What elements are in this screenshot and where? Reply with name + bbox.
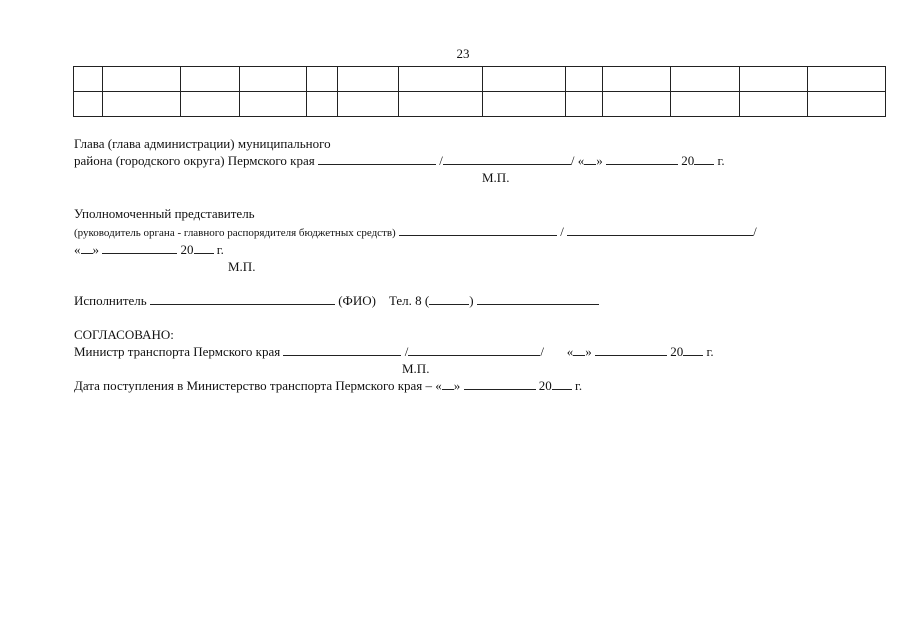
- receipt-year-suffix: г.: [575, 378, 583, 393]
- receipt-year-prefix: 20: [538, 378, 552, 393]
- table-row: [74, 92, 886, 117]
- representative-quote-open: «: [74, 242, 81, 257]
- head-year-prefix: 20: [681, 153, 695, 168]
- receipt-quote-close: »: [453, 378, 461, 393]
- head-name-blank[interactable]: [443, 153, 571, 165]
- executor-phone-close: ): [469, 293, 474, 308]
- table-cell: [566, 92, 603, 117]
- head-stamp: М.П.: [482, 170, 510, 185]
- minister-year-blank[interactable]: [683, 344, 703, 356]
- representative-subtitle: (руководитель органа - главного распорядителя бюджетных средств): [74, 227, 396, 239]
- executor-phone-code-blank[interactable]: [429, 293, 469, 305]
- representative-slash-end: /: [753, 224, 757, 239]
- representative-signature-blank[interactable]: [399, 224, 557, 236]
- table-cell: [740, 92, 808, 117]
- head-title-line2: района (городского округа) Пермского края: [74, 153, 315, 168]
- receipt-year-blank[interactable]: [552, 378, 572, 390]
- head-month-blank[interactable]: [606, 153, 678, 165]
- table-cell: [338, 67, 399, 92]
- head-year-blank[interactable]: [694, 153, 714, 165]
- table-cell: [181, 67, 240, 92]
- representative-title: Уполномоченный представитель: [74, 206, 255, 221]
- table-cell: [74, 92, 103, 117]
- minister-slash: /: [404, 344, 409, 359]
- minister-label: Министр транспорта Пермского края: [74, 344, 281, 359]
- table-cell: [603, 92, 671, 117]
- table-cell: [603, 67, 671, 92]
- representative-quote-close: »: [92, 242, 99, 257]
- executor-phone-prefix: Тел. 8 (: [388, 293, 430, 308]
- executor-line: [74, 293, 599, 308]
- receipt-line: [74, 378, 582, 393]
- agreed-heading: СОГЛАСОВАНО:: [74, 327, 174, 342]
- table-cell: [103, 67, 181, 92]
- receipt-day-blank[interactable]: [442, 378, 454, 390]
- table-cell: [307, 67, 338, 92]
- table-cell: [74, 67, 103, 92]
- minister-stamp: М.П.: [402, 361, 430, 376]
- table-cell: [671, 67, 740, 92]
- representative-name-blank[interactable]: [567, 224, 753, 236]
- table-cell: [483, 92, 566, 117]
- table-cell: [240, 92, 307, 117]
- table-cell: [399, 67, 483, 92]
- minister-name-blank[interactable]: [408, 344, 540, 356]
- representative-year-prefix: 20: [180, 242, 194, 257]
- table-cell: [740, 67, 808, 92]
- representative-year-suffix: г.: [216, 242, 224, 257]
- head-signature-line: [74, 153, 725, 168]
- minister-signature-line: [74, 344, 714, 359]
- minister-slash-end: /: [540, 344, 544, 359]
- minister-year-prefix: 20: [670, 344, 684, 359]
- representative-day-blank[interactable]: [81, 242, 93, 254]
- representative-date-line: [74, 242, 224, 257]
- minister-month-blank[interactable]: [595, 344, 667, 356]
- head-slash: /: [439, 153, 443, 168]
- table-cell: [808, 92, 886, 117]
- head-title-line1: Глава (глава администрации) муниципального: [74, 136, 331, 151]
- minister-signature-blank[interactable]: [283, 344, 401, 356]
- representative-slash: /: [560, 224, 564, 239]
- representative-year-blank[interactable]: [194, 242, 214, 254]
- table-cell: [181, 92, 240, 117]
- executor-fio: (ФИО): [338, 293, 376, 308]
- head-signature-blank[interactable]: [318, 153, 436, 165]
- table-cell: [566, 67, 603, 92]
- form-table: [73, 66, 886, 117]
- minister-year-suffix: г.: [706, 344, 714, 359]
- head-quote-close: »: [596, 153, 603, 168]
- table-row: [74, 67, 886, 92]
- table-cell: [338, 92, 399, 117]
- table-cell: [240, 67, 307, 92]
- head-slash-quote: / «: [570, 153, 585, 168]
- minister-quote-close: »: [585, 344, 592, 359]
- representative-month-blank[interactable]: [102, 242, 177, 254]
- table-cell: [808, 67, 886, 92]
- table-cell: [483, 67, 566, 92]
- receipt-label: Дата поступления в Министерство транспорта Пермского края – «: [74, 378, 442, 393]
- table-cell: [399, 92, 483, 117]
- executor-label: Исполнитель: [74, 293, 147, 308]
- table-cell: [103, 92, 181, 117]
- head-day-blank[interactable]: [584, 153, 596, 165]
- receipt-month-blank[interactable]: [464, 378, 536, 390]
- executor-phone-number-blank[interactable]: [477, 293, 599, 305]
- table-cell: [307, 92, 338, 117]
- representative-stamp: М.П.: [228, 259, 256, 274]
- minister-quote-open: «: [566, 344, 574, 359]
- table-cell: [671, 92, 740, 117]
- minister-day-blank[interactable]: [573, 344, 585, 356]
- head-year-suffix: г.: [717, 153, 725, 168]
- representative-signature-line: [74, 224, 757, 241]
- executor-name-blank[interactable]: [150, 293, 335, 305]
- page-number: 23: [456, 46, 470, 61]
